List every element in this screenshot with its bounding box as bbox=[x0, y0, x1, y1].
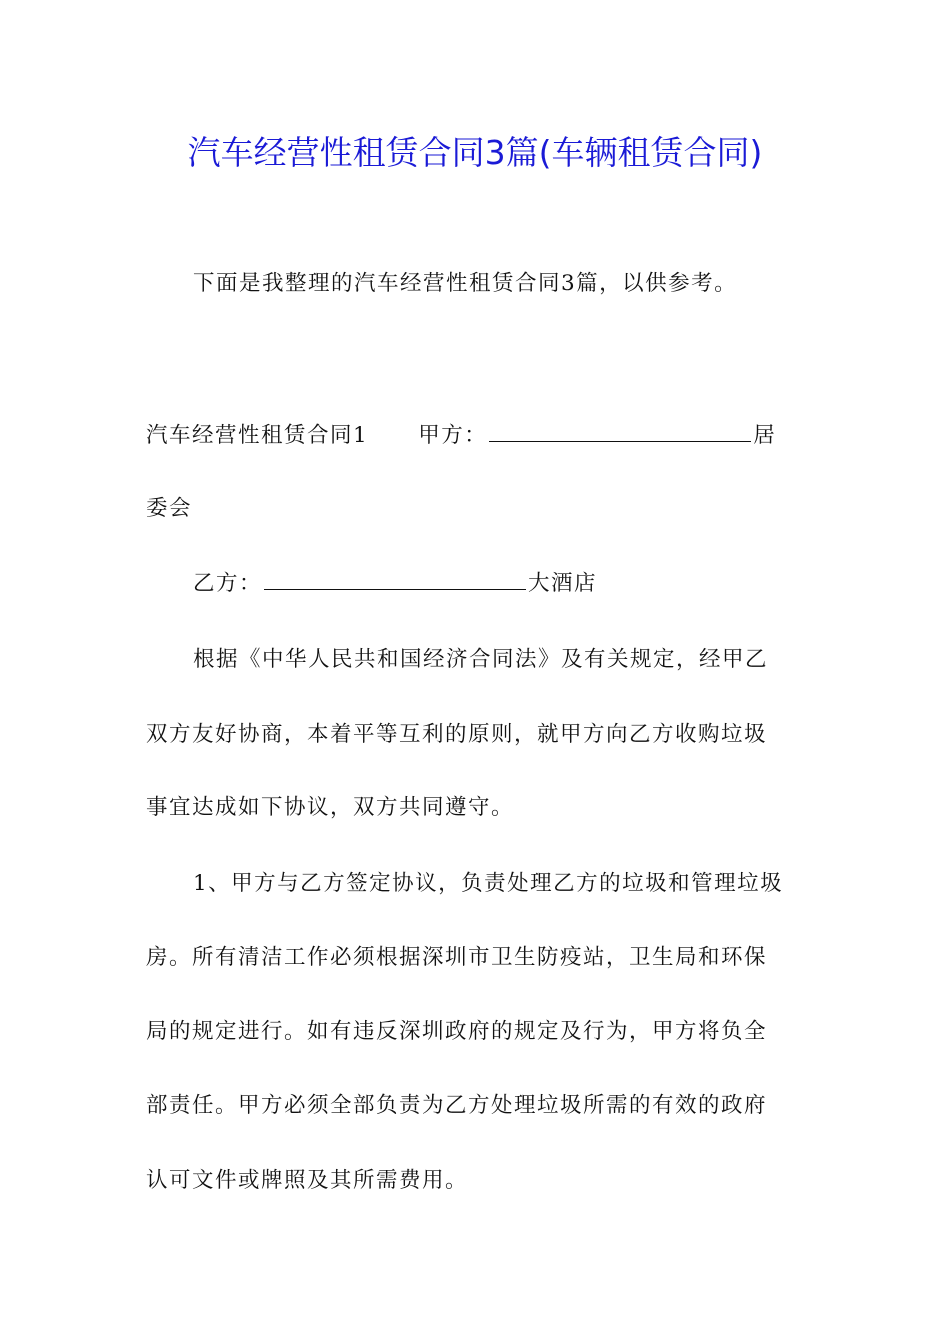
clause-1-line: 部责任。甲方必须全部负责为乙方处理垃圾所需的有效的政府 bbox=[146, 1093, 768, 1118]
document-title: 汽车经营性租赁合同3篇(车辆租赁合同) bbox=[187, 133, 763, 172]
preamble-line: 双方友好协商，本着平等互利的原则，就甲方向乙方收购垃圾 bbox=[146, 722, 768, 747]
party-b-label: 乙方： bbox=[193, 571, 263, 596]
party-b-suffix: 大酒店 bbox=[528, 571, 598, 596]
preamble-line: 事宜达成如下协议，双方共同遵守。 bbox=[146, 795, 515, 820]
party-a-line bbox=[146, 418, 806, 454]
party-a-suffix: 居 bbox=[753, 423, 777, 448]
clause-1-line: 认可文件或牌照及其所需费用。 bbox=[146, 1168, 469, 1193]
party-a-continuation: 委会 bbox=[146, 496, 193, 521]
party-a-label: 甲方： bbox=[418, 423, 488, 448]
party-b-blank bbox=[264, 567, 526, 590]
party-b-line bbox=[193, 566, 806, 602]
clause-1-line: 1、甲方与乙方签定协议，负责处理乙方的垃圾和管理垃圾 bbox=[193, 871, 784, 896]
intro-paragraph: 下面是我整理的汽车经营性租赁合同3篇，以供参考。 bbox=[193, 271, 738, 296]
clause-1-line: 房。所有清洁工作必须根据深圳市卫生防疫站，卫生局和环保 bbox=[146, 945, 768, 970]
clause-1-line: 局的规定进行。如有违反深圳政府的规定及行为，甲方将负全 bbox=[146, 1019, 768, 1044]
contract-heading: 汽车经营性租赁合同1 bbox=[146, 423, 369, 448]
party-a-blank bbox=[489, 419, 751, 442]
preamble-line: 根据《中华人民共和国经济合同法》及有关规定，经甲乙 bbox=[193, 647, 769, 672]
